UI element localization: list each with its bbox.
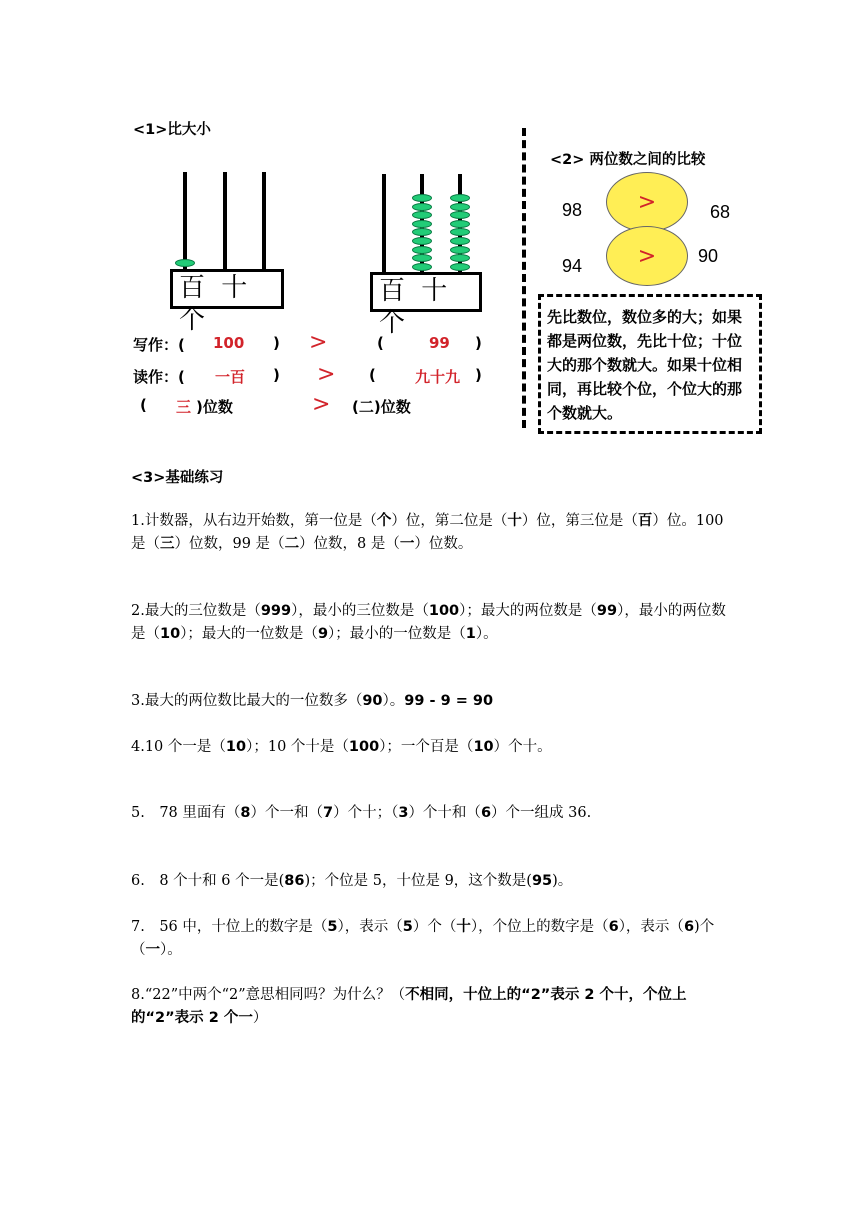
answer: 100 — [348, 739, 380, 755]
question-text: ）；最小的一位数是（ — [328, 626, 466, 642]
question-text: ） — [252, 1010, 268, 1026]
abacus-frame-labels: 百 十 个 — [370, 272, 482, 312]
answer: 10 — [160, 626, 181, 642]
abacus-bead — [412, 220, 432, 228]
question-text: ），个位上的数字是（ — [470, 919, 609, 935]
question-text: ）位数。 — [414, 536, 473, 552]
close-paren: ) — [475, 334, 482, 352]
question-text: ）位数，8 是（ — [299, 536, 400, 552]
answer: 三 — [160, 536, 175, 552]
question-6 — [131, 870, 731, 893]
question-text: )个（ — [131, 919, 715, 958]
answer: 一 — [399, 536, 415, 552]
abacus-bead — [412, 228, 432, 236]
question-text: ）个十；（ — [333, 805, 399, 821]
answer: 一 — [145, 942, 160, 958]
question-text: ）个一组成 36. — [491, 805, 592, 821]
question-text: ）；最大的两位数是（ — [459, 603, 597, 619]
compare-circle-2: > — [606, 226, 688, 286]
read-right-answer: 九十九 — [415, 368, 461, 386]
section2-title: <2> 两位数之间的比较 — [550, 152, 706, 168]
compare-right-1: 68 — [710, 202, 731, 222]
question-text: ）个十。 — [493, 739, 552, 755]
question-7 — [131, 916, 731, 962]
compare-left-1: 98 — [562, 200, 583, 220]
abacus-bead — [412, 203, 432, 211]
question-text: ）；10 个十是（ — [246, 739, 349, 755]
question-text: ），最小的两位数是（ — [131, 603, 726, 642]
abacus-rod — [262, 172, 266, 270]
abacus-bead — [450, 228, 470, 236]
answer: 10 — [473, 739, 494, 755]
answer: 十 — [507, 513, 522, 529]
gt-sign: > — [309, 330, 328, 355]
close-paren: ) — [273, 334, 280, 352]
question-2 — [131, 600, 731, 646]
compare-left-2: 94 — [562, 256, 583, 276]
question-text: ）位，第三位是（ — [521, 513, 638, 529]
read-left-answer: 一百 — [215, 368, 246, 386]
answer: 5 — [402, 919, 413, 935]
question-1 — [131, 510, 731, 556]
question-text: ）个（ — [412, 919, 457, 935]
answer: 7 — [323, 805, 334, 821]
question-8 — [131, 984, 731, 1030]
answer: 90 — [362, 693, 383, 709]
question-text: )；个位是 5，十位是 9，这个数是( — [304, 873, 532, 889]
answer: 95 — [531, 873, 553, 889]
abacus-bead — [412, 237, 432, 245]
close-paren: ) — [475, 366, 482, 384]
question-4 — [131, 736, 731, 759]
abacus-rod — [223, 172, 227, 270]
answer: 6 — [480, 805, 492, 821]
abacus-bead — [450, 220, 470, 228]
question-text: ），表示（ — [618, 919, 684, 935]
abacus-rod — [382, 174, 386, 272]
abacus-bead — [412, 263, 432, 271]
answer: 6 — [683, 919, 695, 935]
question-text: 6. 8 个十和 6 个一是( — [131, 873, 285, 889]
question-3 — [131, 690, 731, 713]
open-paren: ( — [369, 366, 376, 384]
answer: 3 — [398, 805, 409, 821]
write-label: 写作：( — [133, 336, 185, 354]
question-text: 1.计数器，从右边开始数，第一位是（ — [131, 513, 377, 529]
question-text: ）个十和（ — [408, 805, 481, 821]
question-text: 5. 78 里面有（ — [131, 805, 241, 821]
question-5 — [131, 802, 731, 825]
gt-sign: > — [312, 392, 331, 417]
read-label: 读作：( — [133, 368, 185, 386]
answer: 100 — [428, 603, 460, 619]
abacus-bead — [450, 203, 470, 211]
question-text: 2.最大的三位数是（ — [131, 603, 261, 619]
answer: 99 - 9 = 90 — [404, 693, 494, 709]
question-text: ）。 — [475, 626, 498, 642]
abacus-bead — [450, 194, 470, 202]
abacus-bead — [450, 211, 470, 219]
abacus-bead — [175, 259, 195, 267]
answer: 二 — [284, 536, 300, 552]
abacus-rod — [183, 172, 187, 270]
answer: 百 — [637, 513, 653, 529]
question-text: ），最小的三位数是（ — [291, 603, 429, 619]
digits-left-answer: 三 — [176, 398, 192, 416]
open-paren: ( — [377, 334, 384, 352]
abacus-bead — [412, 211, 432, 219]
write-left-answer: 100 — [213, 334, 245, 352]
abacus-frame-labels: 百 十 个 — [170, 269, 284, 309]
answer: 8 — [240, 805, 251, 821]
abacus-bead — [450, 237, 470, 245]
question-text: ）。 — [382, 693, 405, 709]
answer: 不相同，十位上的“2”表示 2 个十，个位上的“2”表示 2 个一 — [131, 987, 687, 1026]
answer: 10 — [225, 739, 247, 755]
question-text: ）位数，99 是（ — [174, 536, 285, 552]
answer: 5 — [327, 919, 338, 935]
question-text: ）。 — [160, 942, 182, 958]
answer: 86 — [284, 873, 305, 889]
question-text: ）位，第二位是（ — [391, 513, 508, 529]
question-text: )。 — [552, 873, 573, 889]
question-text: ）位。100 是（ — [131, 513, 724, 552]
answer: 1 — [465, 626, 476, 642]
question-text: ）；最大的一位数是（ — [180, 626, 318, 642]
divider-dashed — [522, 128, 526, 428]
abacus-bead — [412, 254, 432, 262]
answer: 6 — [608, 919, 619, 935]
answer: 十 — [456, 919, 471, 935]
compare-right-2: 90 — [698, 246, 719, 266]
compare-circle-1: > — [606, 172, 688, 232]
question-text: ）个一和（ — [250, 805, 323, 821]
answer: 个 — [376, 513, 392, 529]
abacus-bead — [450, 263, 470, 271]
section3-title: <3>基础练习 — [131, 470, 224, 486]
question-text: 3.最大的两位数比最大的一位数多（ — [131, 693, 363, 709]
abacus-bead — [412, 194, 432, 202]
answer: 99 — [596, 603, 618, 619]
abacus-bead — [412, 246, 432, 254]
section1-title: <1>比大小 — [133, 122, 211, 138]
open-paren: ( — [140, 396, 147, 414]
abacus-bead — [450, 246, 470, 254]
question-text: ），表示（ — [337, 919, 403, 935]
question-text: 7. 56 中，十位上的数字是（ — [131, 919, 328, 935]
write-right-answer: 99 — [429, 334, 450, 352]
abacus-bead — [450, 254, 470, 262]
gt-sign: > — [317, 362, 336, 387]
question-text: ）；一个百是（ — [379, 739, 474, 755]
answer: 9 — [317, 626, 329, 642]
digits-right: (二)位数 — [352, 398, 411, 416]
answer: 999 — [260, 603, 292, 619]
rule-box: 先比数位，数位多的大；如果都是两位数，先比十位；十位大的那个数就大。如果十位相同，再比较个位，个位大的那个数就大。 — [538, 294, 762, 434]
digits-left-suffix: )位数 — [196, 398, 233, 416]
close-paren: ) — [273, 366, 280, 384]
question-text: 8.“22”中两个“2”意思相同吗？为什么？（ — [131, 987, 406, 1003]
question-text: 4.10 个一是（ — [131, 739, 226, 755]
